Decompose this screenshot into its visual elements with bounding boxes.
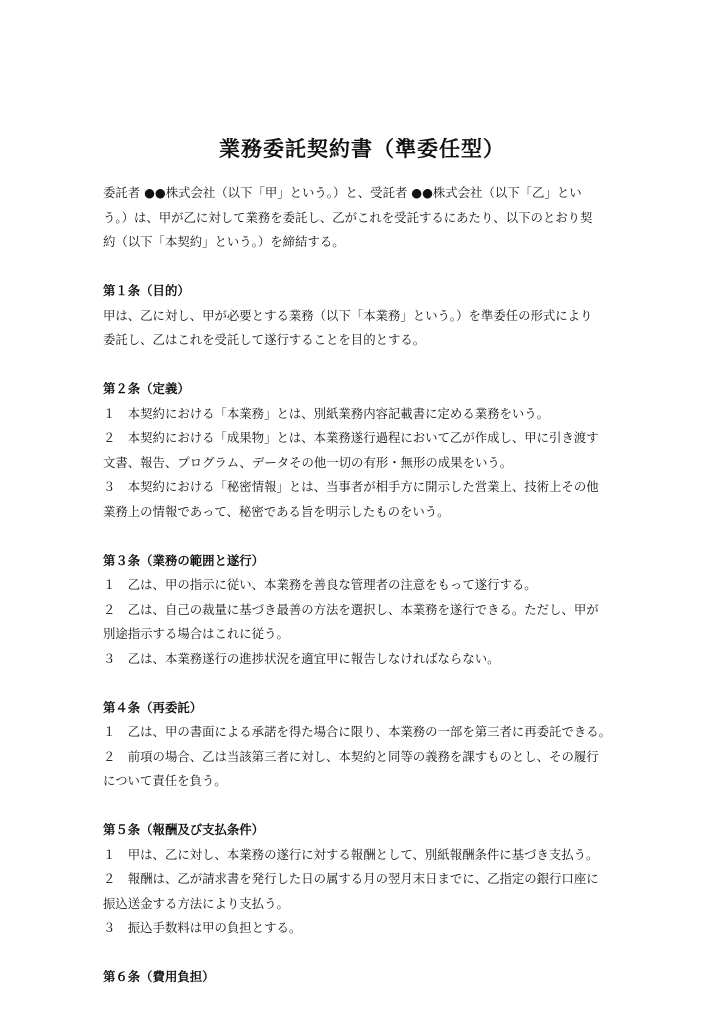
article-heading: 第４条（再委託） — [103, 699, 203, 715]
article-heading: 第３条（業務の範囲と遂行） — [103, 552, 265, 568]
article-heading: 第５条（報酬及び支払条件） — [103, 822, 265, 837]
article-clause: 甲は、乙に対し、甲が必要とする業務（以下「本業務」という。）を準委任の形式により 委託し、乙はこれを受託して遂行することを目的とする。 — [103, 307, 593, 347]
intro-paragraph: 委託者 ●●株式会社（以下「甲」という。）と、受託者 ●●株式会社（以下「乙」とい う。）は、甲が乙に対して業務を委託し、乙がこれを受託するにあたり、以下のとおり契 約（以下「本契約」という。）を締結する。 — [103, 185, 593, 249]
article-6 — [103, 965, 625, 990]
article-clause: １ 乙は、甲の指示に従い、本業務を善良な管理者の注意をもって遂行する。 — [103, 577, 537, 592]
article-heading: 第６条（費用負担） — [103, 969, 215, 984]
article-clause: １ 乙は、甲の書面による承諾を得た場合に限り、本業務の一部を第三者に再委託できる。 — [103, 724, 612, 739]
document-body — [103, 181, 625, 990]
article-5 — [103, 818, 625, 941]
article-1 — [103, 279, 625, 353]
article-clause: ３ 乙は、本業務遂行の進捗状況を適宜甲に報告しなければならない。 — [103, 650, 500, 666]
article-4 — [103, 696, 625, 794]
article-3 — [103, 549, 625, 672]
article-clause: ２ 報酬は、乙が請求書を発行した日の属する月の翌月末日までに、乙指定の銀行口座に 振込送金する方法により支払う。 — [103, 871, 599, 911]
article-heading: 第１条（目的） — [103, 283, 190, 298]
article-clause: ２ 前項の場合、乙は当該第三者に対し、本契約と同等の義務を課すものとし、その履行 について責任を負う。 — [103, 748, 599, 788]
article-clause: ３ 振込手数料は甲の負担とする。 — [103, 920, 302, 935]
article-clause: １ 本契約における「本業務」とは、別紙業務内容記載書に定める業務をいう。 — [103, 405, 550, 421]
article-clause: １ 甲は、乙に対し、本業務の遂行に対する報酬として、別紙報酬条件に基づき支払う。 — [103, 846, 599, 862]
article-heading: 第２条（定義） — [103, 381, 190, 396]
article-clause: ２ 本契約における「成果物」とは、本業務遂行過程において乙が作成し、甲に引き渡す 文書、報告、プログラム、データその他一切の有形・無形の成果をいう。 — [103, 430, 599, 470]
document-title: 業務委託契約書（準委任型） — [219, 137, 505, 161]
article-clause: ３ 本契約における「秘密情報」とは、当事者が相手方に開示した営業上、技術上その他 業務上の情報であって、秘密である旨を明示したものをいう。 — [103, 479, 599, 519]
article-clause: ２ 乙は、自己の裁量に基づき最善の方法を選択し、本業務を遂行できる。ただし、甲が 別途指示する場合はこれに従う。 — [103, 601, 599, 641]
article-2 — [103, 377, 625, 524]
